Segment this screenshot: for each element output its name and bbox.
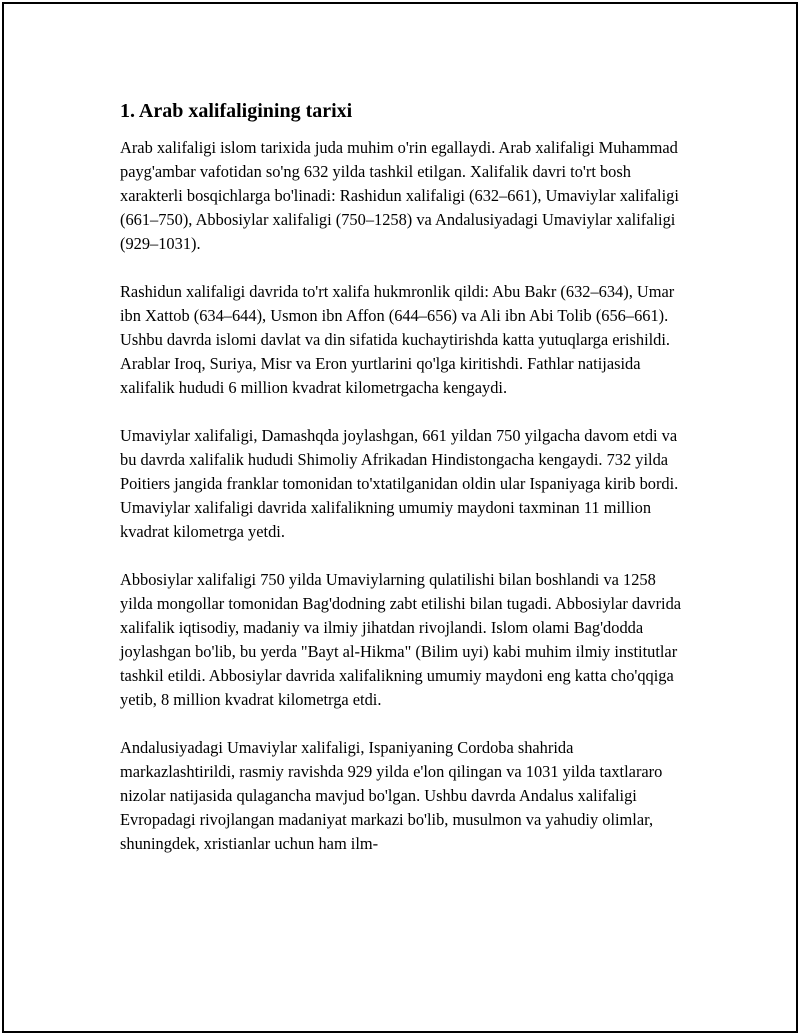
paragraph-andalusia: Andalusiyadagi Umaviylar xalifaligi, Ispaniyaning Cordoba shahrida markazlashtirildi, rasmiy ravishda 929 yilda e'lon qilingan va 1031 yilda taxtlararo nizolar natijasida qulagancha mavjud bo'lgan. Ushbu davrda Andalus xalifaligi Evropadagi rivojlangan madaniyat markazi bo'lib, musulmon va yahudiy olimlar, shuningdek, xristianlar uchun ham ilm- [120,738,663,853]
document-page [2,2,798,1033]
paragraph-rashidun: Rashidun xalifaligi davrida to'rt xalifa hukmronlik qildi: Abu Bakr (632–634), Umar ibn Xattob (634–644), Usmon ibn Affon (644–656) va Ali ibn Abi Tolib (656–661). Ushbu davrda islomi davlat va din sifatida kuchaytirishda katta yutuqlarga erishildi. Arablar Iroq, Suriya, Misr va Eron yurtlarini qo'lga kiritishdi. Fathlar natijasida xalifalik hududi 6 million kvadrat kilometrgacha kengaydi. [120,282,675,397]
paragraph-abbasid: Abbosiylar xalifaligi 750 yilda Umaviylarning qulatilishi bilan boshlandi va 1258 yilda mongollar tomonidan Bag'dodning zabt etilishi bilan tugadi. Abbosiylar davrida xalifalik iqtisodiy, madaniy va ilmiy jihatdan rivojlandi. Islom olami Bag'dodda joylashgan bo'lib, bu yerda "Bayt al-Hikma" (Bilim uyi) kabi muhim ilmiy institutlar tashkil etildi. Abbosiylar davrida xalifalikning umumiy maydoni eng katta cho'qqiga yetib, 8 million kvadrat kilometrga etdi. [120,570,682,709]
section-heading: 1. Arab xalifaligining tarixi [120,100,353,122]
document-body [120,98,686,880]
paragraph-umayyad: Umaviylar xalifaligi, Damashqda joylashgan, 661 yildan 750 yilgacha davom etdi va bu davrda xalifalik hududi Shimoliy Afrikadan Hindistongacha kengaydi. 732 yilda Poitiers jangida franklar tomonidan to'xtatilganidan oldin ular Ispaniyaga kirib bordi. Umaviylar xalifaligi davrida xalifalikning umumiy maydoni taxminan 11 million kvadrat kilometrga yetdi. [120,426,679,541]
paragraph-intro: Arab xalifaligi islom tarixida juda muhim o'rin egallaydi. Arab xalifaligi Muhammad payg'ambar vafotidan so'ng 632 yilda tashkil etilgan. Xalifalik davri to'rt bosh xarakterli bosqichlarga bo'linadi: Rashidun xalifaligi (632–661), Umaviylar xalifaligi (661–750), Abbosiylar xalifaligi (750–1258) va Andalusiyadagi Umaviylar xalifaligi (929–1031). [120,138,679,253]
